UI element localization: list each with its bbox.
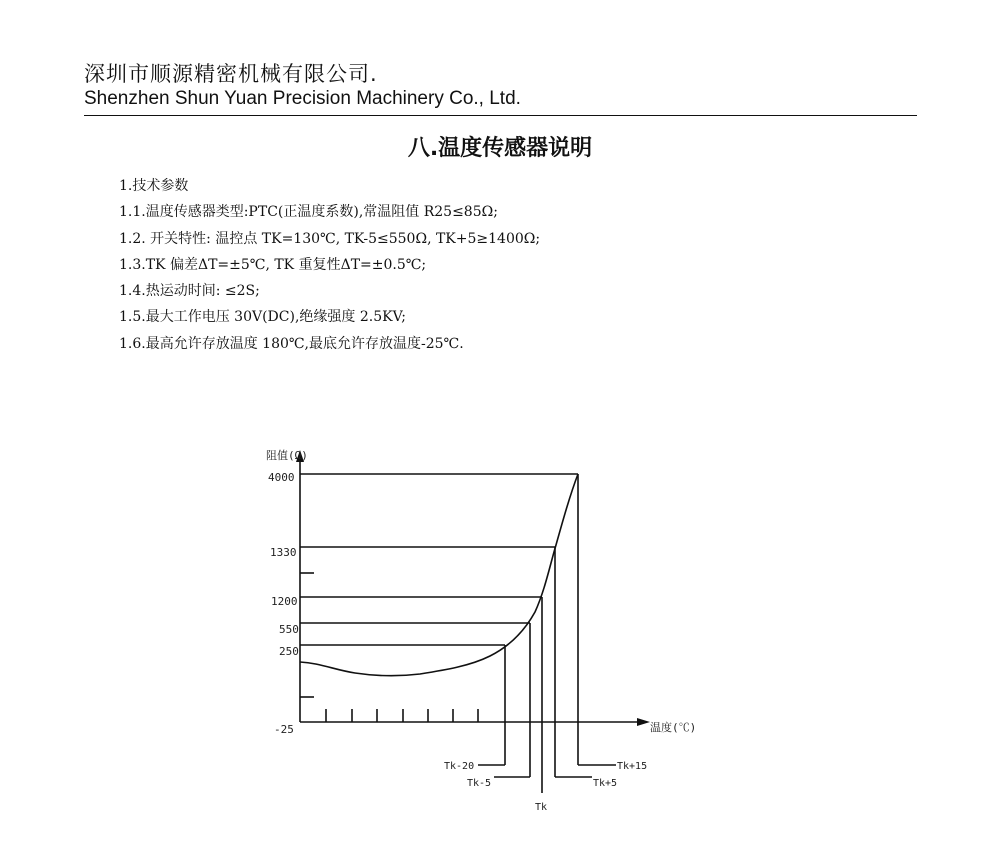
y-tick-label: 250 <box>279 645 299 658</box>
ref-label-tk-20: Tk-20 <box>444 761 475 772</box>
ref-label-tk-5: Tk-5 <box>467 778 492 789</box>
spec-item: 1.6.最高允许存放温度 180℃,最底允许存放温度-25℃. <box>119 335 464 352</box>
y-tick-label: 550 <box>279 623 299 636</box>
company-name-chinese: 深圳市顺源精密机械有限公司. <box>84 62 378 86</box>
y-tick-label: 4000 <box>268 471 295 484</box>
spec-item: 1.4.热运动时间: ≤2S; <box>119 283 260 300</box>
x-axis-arrow <box>637 718 650 726</box>
x-axis-label: 温度(℃) <box>650 721 697 734</box>
company-name-english: Shenzhen Shun Yuan Precision Machinery Co., Ltd. <box>84 88 521 109</box>
spec-item: 1.5.最大工作电压 30V(DC),绝缘强度 2.5KV; <box>119 309 406 326</box>
section-title: 八.温度传感器说明 <box>407 136 593 161</box>
spec-item: 1.技术参数 <box>119 178 189 194</box>
y-tick-label: 1200 <box>271 595 298 608</box>
spec-item: 1.1.温度传感器类型:PTC(正温度系数),常温阻值 R25≤85Ω; <box>119 204 498 221</box>
ref-label-tk+15: Tk+15 <box>617 761 648 772</box>
ref-label-tk: Tk <box>535 802 548 813</box>
y-tick-label: 1330 <box>270 546 297 559</box>
y-axis-label: 阻值(Ω) <box>266 449 308 462</box>
y-tick-label: -25 <box>274 723 294 736</box>
spec-item: 1.2. 开关特性: 温控点 TK=130℃, TK-5≤550Ω, TK+5≥1400Ω; <box>119 230 541 247</box>
ref-label-tk+5: Tk+5 <box>593 778 618 789</box>
spec-item: 1.3.TK 偏差ΔT=±5℃, TK 重复性ΔT=±0.5℃; <box>119 256 427 273</box>
